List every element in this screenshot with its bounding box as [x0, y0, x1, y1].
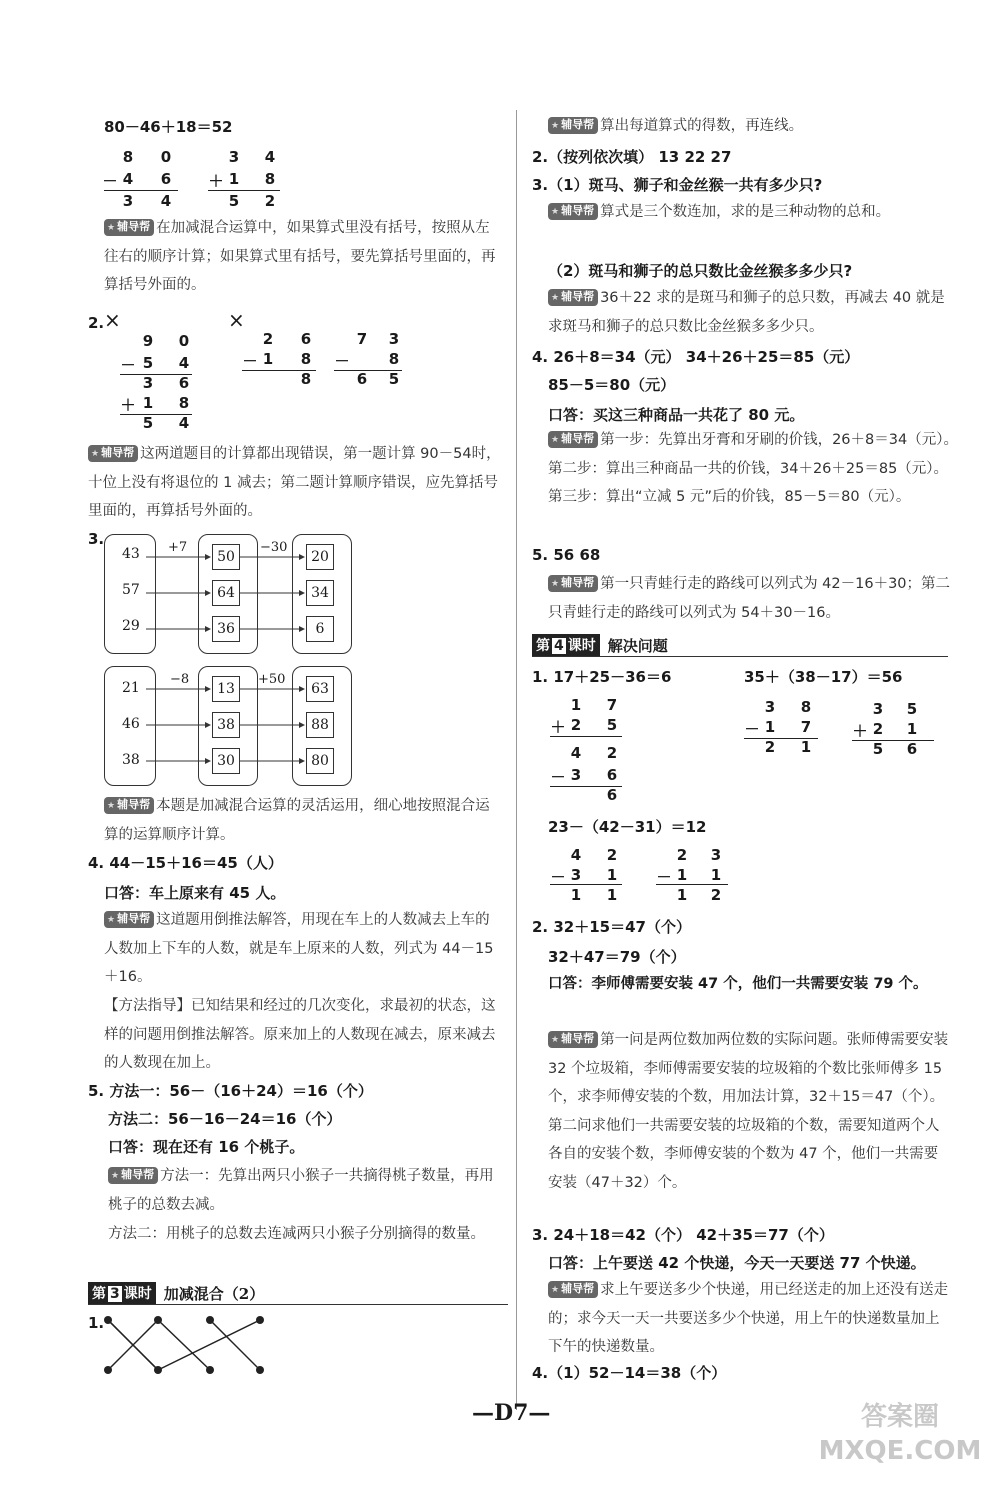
value: 43	[122, 546, 140, 562]
answer-box: 20	[306, 544, 334, 570]
q3-label: 3.	[88, 530, 105, 548]
digit: 1	[228, 170, 240, 188]
digit: 7	[800, 718, 812, 736]
help-2: ★ 辅导帮 这两道题目的计算都出现错误，第一题计算 90－54时，十位上没有将退位的 1 减去；第二题计算顺序错误，应先算括号里面的，再算括号外面的。	[88, 440, 504, 526]
operator: ＋	[120, 396, 136, 414]
help-r4: ★ 辅导帮 第一步：先算出牙膏和牙刷的价钱，26＋8＝34（元）。第二步：算出三种商品一共的价钱，34＋26＋25＝85（元）。第三步：算出“立减 5 元”后的价钱，85－5＝80（元）。	[548, 426, 958, 512]
operator: －	[334, 352, 350, 370]
lesson-suffix: 课时	[123, 1286, 152, 1302]
help-5b: 方法二：用桃子的总数去连减两只小猴子分别摘得的数量。	[108, 1226, 485, 1242]
wrong-mark-icon: ×	[104, 308, 121, 332]
digit: 3	[872, 700, 884, 718]
value: 21	[122, 680, 140, 696]
helper-badge: ★ 辅导帮	[548, 575, 598, 592]
answer-box: 88	[306, 712, 334, 738]
digit: 1	[710, 866, 722, 884]
operation-label: +7	[168, 540, 188, 555]
equation-80-46-18: 80－46＋18＝52	[104, 118, 233, 136]
lesson-underline	[532, 656, 948, 657]
digit: 6	[356, 370, 368, 388]
r-q2: 2.（按列依次填） 13 22 27	[532, 148, 732, 166]
q5-method2: 方法二：56－16－24＝16（个）	[108, 1110, 342, 1128]
lesson-number: 3	[110, 1286, 120, 1302]
digit: 2	[764, 738, 776, 756]
q5-answer: 口答：现在还有 16 个桃子。	[108, 1138, 305, 1156]
l4-q1c: 23－（42－31）＝12	[548, 818, 707, 836]
watermark-logo: 答案圈 MXQE.COM	[818, 1402, 982, 1466]
digit: 5	[906, 700, 918, 718]
r-q3-2: （2）斑马和狮子的总只数比金丝猴多多少只?	[548, 262, 853, 280]
l4-q3-1: 3. 24＋18＝42（个） 42＋35＝77（个）	[532, 1226, 834, 1244]
digit: 4	[160, 192, 172, 210]
helper-badge: ★ 辅导帮	[548, 1281, 598, 1298]
help-5a: ★ 辅导帮 方法一：先算出两只小猴子一共摘得桃子数量，再用桃子的总数去减。	[108, 1162, 504, 1219]
digit: 8	[800, 698, 812, 716]
digit: 3	[122, 192, 134, 210]
digit: 1	[764, 718, 776, 736]
operator: －	[120, 356, 136, 374]
operator: －	[550, 868, 566, 886]
digit: 9	[142, 332, 154, 350]
l4-q2-2: 32＋47＝79（个）	[548, 948, 686, 966]
digit: 5	[606, 716, 618, 734]
help-r5: ★ 辅导帮 第一只青蛙行走的路线可以列式为 42－16＋30；第二只青蛙行走的路线可以列式为 54＋30－16。	[548, 570, 958, 627]
l4-q1b: 35＋（38－17）＝56	[744, 668, 903, 686]
operator: ＋	[208, 172, 224, 190]
digit: 6	[906, 740, 918, 758]
l4-q4: 4.（1）52－14＝38（个）	[532, 1364, 727, 1382]
operator: －	[242, 352, 258, 370]
digit: 1	[570, 886, 582, 904]
operation-label: −8	[170, 672, 190, 687]
digit: 0	[160, 148, 172, 166]
value: 38	[122, 752, 140, 768]
digit: 4	[178, 414, 190, 432]
l4-q2-answer: 口答：李师傅需要安装 47 个，他们一共需要安装 79 个。	[548, 976, 928, 992]
r-q4-1: 4. 26＋8＝34（元） 34＋26＋25＝85（元）	[532, 348, 860, 366]
value: 46	[122, 716, 140, 732]
helper-badge: ★ 辅导帮	[548, 289, 598, 306]
digit: 5	[142, 354, 154, 372]
digit: 3	[764, 698, 776, 716]
digit: 2	[264, 192, 276, 210]
digit: 1	[262, 350, 274, 368]
help-3: ★ 辅导帮 本题是加减混合运算的灵活运用，细心地按照混合运算的运算顺序计算。	[104, 792, 504, 849]
digit: 3	[710, 846, 722, 864]
digit: 6	[160, 170, 172, 188]
l4-q1a: 1. 17＋25－36＝6	[532, 668, 672, 686]
digit: 4	[264, 148, 276, 166]
digit: 2	[570, 716, 582, 734]
digit: 8	[300, 350, 312, 368]
l4-q3-answer: 口答：上午要送 42 个快递，今天一天要送 77 个快递。	[548, 1254, 926, 1272]
digit: 2	[710, 886, 722, 904]
digit: 2	[676, 846, 688, 864]
digit: 3	[570, 866, 582, 884]
digit: 1	[606, 886, 618, 904]
help-l4-2: ★ 辅导帮 第一问是两位数加两位数的实际问题。张师傅需要安装 32 个垃圾箱，李师傅需要安装的垃圾箱的个数比张师傅多 15 个，求李师傅安装的个数，用加法计算，32＋15＝47（个）。第二问求他们一共需要安装的垃圾箱的个数，需要知道两个人各自的安装个数，李师傅安装的个数为 47 个，他们一共需要安装（47＋32）个。	[548, 1026, 952, 1197]
helper-badge: ★ 辅导帮	[548, 117, 598, 134]
q2-label: 2.	[88, 314, 105, 332]
digit: 2	[606, 846, 618, 864]
wrong-mark-icon: ×	[228, 308, 245, 332]
digit: 8	[300, 370, 312, 388]
digit: 8	[122, 148, 134, 166]
answer-box: 80	[306, 748, 334, 774]
l4-q2-1: 2. 32＋15＝47（个）	[532, 918, 691, 936]
digit: 8	[264, 170, 276, 188]
digit: 1	[142, 394, 154, 412]
digit: 3	[570, 766, 582, 784]
r-q4-2: 85－5＝80（元）	[548, 376, 676, 394]
value: 29	[122, 618, 140, 634]
help-r3b: ★ 辅导帮 36＋22 求的是斑马和狮子的总只数，再减去 40 就是求斑马和狮子的总只数比金丝猴多多少只。	[548, 284, 958, 341]
answer-box: 34	[306, 580, 334, 606]
helper-badge: ★ 辅导帮	[104, 219, 154, 236]
r-q4-3: 口答：买这三种商品一共花了 80 元。	[548, 406, 805, 424]
operator: －	[550, 768, 566, 786]
answer-box: 13	[212, 676, 240, 702]
digit: 5	[142, 414, 154, 432]
method-guide: 【方法指导】已知结果和经过的几次变化，求最初的状态，这样的问题用倒推法解答。原来加上的人数现在减去，原来减去的人数现在加上。	[104, 998, 496, 1071]
helper-badge: ★ 辅导帮	[88, 445, 138, 462]
operator: －	[656, 868, 672, 886]
page-number: —D7—	[472, 1400, 551, 1426]
operator: ＋	[852, 722, 868, 740]
digit: 7	[356, 330, 368, 348]
digit: 4	[570, 744, 582, 762]
answer-box: 30	[212, 748, 240, 774]
digit: 3	[388, 330, 400, 348]
digit: 6	[300, 330, 312, 348]
q4-equation: 4. 44－15＋16＝45（人）	[88, 854, 283, 872]
answer-box: 50	[212, 544, 240, 570]
q1-label: 1.	[88, 1314, 105, 1332]
answer-box: 6	[306, 616, 334, 642]
digit: 0	[178, 332, 190, 350]
helper-badge: ★ 辅导帮	[104, 797, 154, 814]
helper-badge: ★ 辅导帮	[548, 431, 598, 448]
lesson-4-header	[532, 634, 668, 656]
digit: 2	[872, 720, 884, 738]
digit: 6	[606, 786, 618, 804]
digit: 3	[228, 148, 240, 166]
answer-box: 63	[306, 676, 334, 702]
answer-box: 64	[212, 580, 240, 606]
operator: ＋	[550, 718, 566, 736]
digit: 4	[570, 846, 582, 864]
digit: 4	[178, 354, 190, 372]
helper-badge: ★ 辅导帮	[548, 203, 598, 220]
help-4: ★ 辅导帮 这道题用倒推法解答，用现在车上的人数减去上车的人数加上下车的人数，就是车上原来的人数，列式为 44－15＋16。	[104, 906, 504, 992]
answer-box: 38	[212, 712, 240, 738]
help-l4-3: ★ 辅导帮 求上午要送多少个快递，用已经送走的加上还没有送走的；求今天一天一共要送多少个快递，用上午的快递数量加上下午的快递数量。	[548, 1276, 952, 1362]
digit: 6	[606, 766, 618, 784]
helper-badge: ★ 辅导帮	[104, 911, 154, 928]
digit: 8	[388, 350, 400, 368]
operation-label: −30	[260, 540, 288, 555]
lesson-suffix: 课时	[567, 638, 596, 654]
helper-badge: ★ 辅导帮	[548, 1031, 598, 1048]
digit: 5	[228, 192, 240, 210]
q5-method1: 5. 方法一：56－（16＋24）＝16（个）	[88, 1082, 373, 1100]
r-q5: 5. 56 68	[532, 546, 601, 564]
digit: 5	[872, 740, 884, 758]
operation-label: +50	[258, 672, 286, 687]
digit: 1	[906, 720, 918, 738]
column-divider	[516, 110, 517, 1410]
lesson-title: 解决问题	[607, 636, 668, 655]
digit: 2	[606, 744, 618, 762]
digit: 1	[800, 738, 812, 756]
q4-answer: 口答：车上原来有 45 人。	[104, 884, 286, 902]
digit: 6	[178, 374, 190, 392]
help-1: ★ 辅导帮 在加减混合运算中，如果算式里没有括号，按照从左往右的顺序计算；如果算式里有括号，要先算括号里面的，再算括号外面的。	[104, 214, 504, 300]
answer-box: 36	[212, 616, 240, 642]
value: 57	[122, 582, 140, 598]
digit: 2	[262, 330, 274, 348]
digit: 5	[388, 370, 400, 388]
digit: 3	[142, 374, 154, 392]
operator: －	[102, 172, 118, 190]
digit: 8	[178, 394, 190, 412]
lesson-number: 4	[554, 638, 564, 654]
help-r1: ★ 辅导帮 算出每道算式的得数，再连线。	[548, 112, 968, 141]
lesson-prefix: 第	[536, 638, 550, 654]
r-q3-1: 3.（1）斑马、狮子和金丝猴一共有多少只?	[532, 176, 823, 194]
digit: 1	[606, 866, 618, 884]
lesson-prefix: 第	[92, 1286, 106, 1302]
helper-badge: ★ 辅导帮	[108, 1167, 158, 1184]
digit: 1	[676, 886, 688, 904]
digit: 1	[676, 866, 688, 884]
digit: 4	[122, 170, 134, 188]
help-r3a: ★ 辅导帮 算式是三个数连加，求的是三种动物的总和。	[548, 198, 958, 227]
digit: 1	[570, 696, 582, 714]
lesson-title: 加减混合（2）	[163, 1284, 265, 1303]
digit: 7	[606, 696, 618, 714]
operator: －	[744, 720, 760, 738]
